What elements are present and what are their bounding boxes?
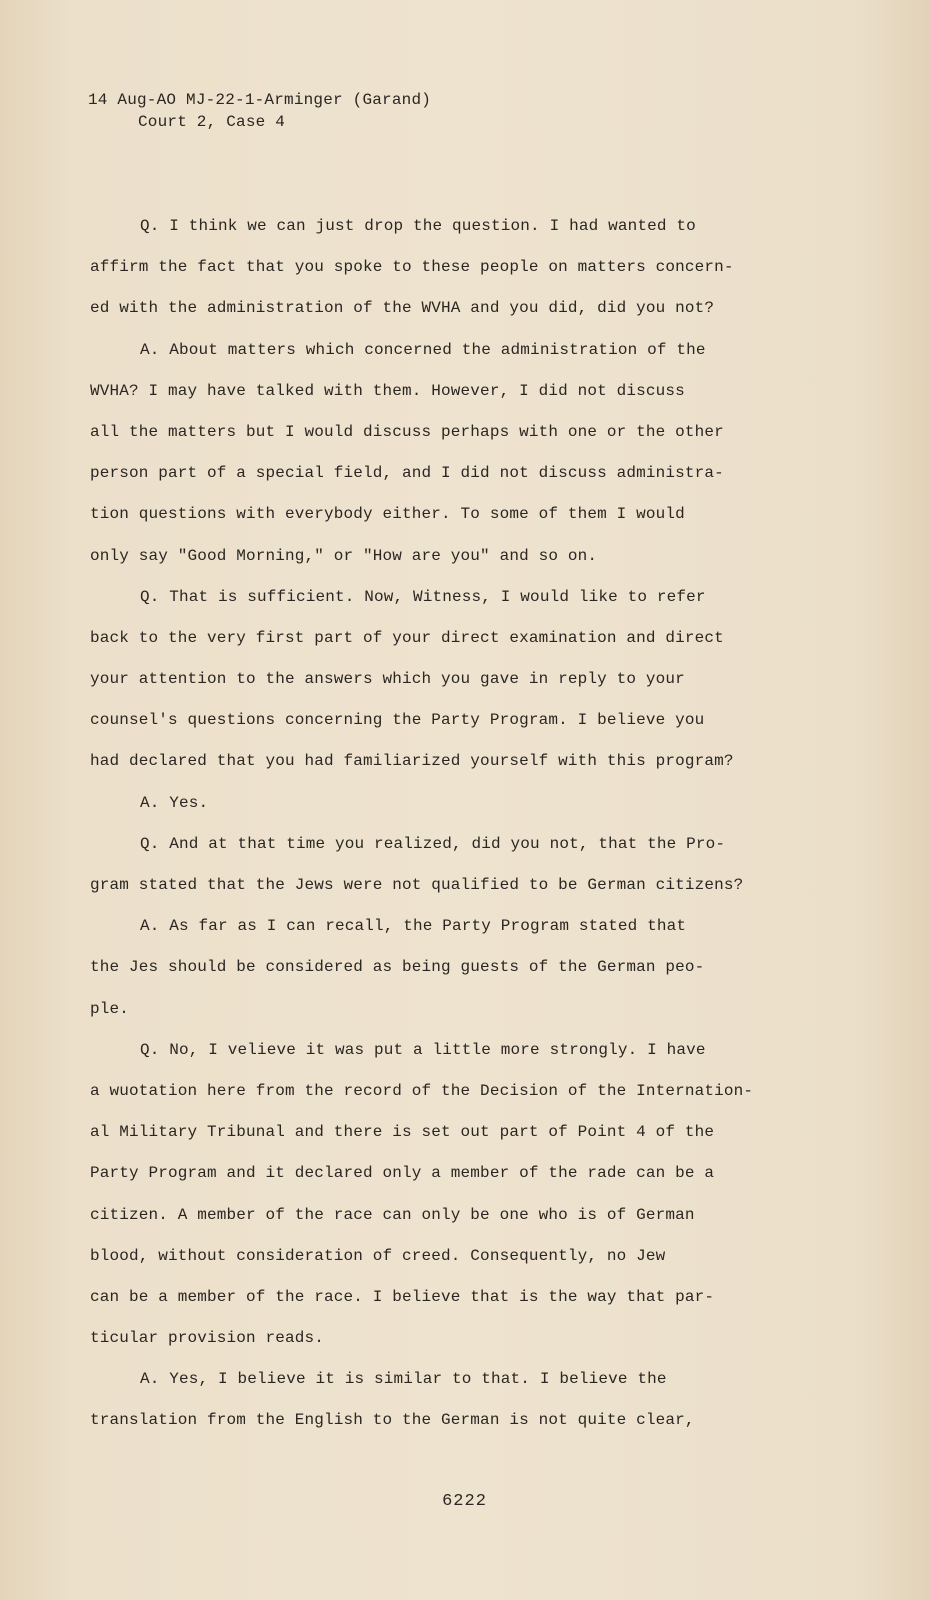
transcript-line: translation from the English to the German is not quite clear,	[90, 1411, 695, 1430]
transcript-line: Q. No, I velieve it was put a little more strongly. I have	[140, 1040, 706, 1059]
transcript-line: A. As far as I can recall, the Party Program stated that	[140, 917, 687, 936]
transcript-line: person part of a special field, and I did not discuss administra-	[90, 464, 724, 483]
header-court-case: Court 2, Case 4	[138, 113, 286, 131]
header-date-reference: 14 Aug-AO MJ-22-1-Arminger (Garand)	[88, 91, 432, 109]
transcript-line: ticular provision reads.	[90, 1329, 325, 1348]
transcript-line: Party Program and it declared only a member of the rade can be a	[90, 1164, 715, 1183]
transcript-line: A. Yes.	[140, 793, 209, 812]
transcript-line: all the matters but I would discuss perhaps with one or the other	[90, 422, 724, 441]
transcript-line: affirm the fact that you spoke to these people on matters concern-	[90, 258, 734, 277]
transcript-line: can be a member of the race. I believe that is the way that par-	[90, 1287, 715, 1306]
transcript-line: gram stated that the Jews were not qualified to be German citizens?	[90, 876, 744, 894]
transcript-line: only say "Good Morning," or "How are you" and so on.	[90, 546, 598, 565]
transcript-line: WVHA? I may have talked with them. However, I did not discuss	[90, 381, 685, 400]
transcript-line: had declared that you had familiarized yourself with this program?	[90, 752, 734, 771]
transcript-line: counsel's questions concerning the Party Program. I believe you	[90, 711, 705, 730]
transcript-line: your attention to the answers which you gave in reply to your	[90, 670, 685, 689]
transcript-line: ple.	[90, 999, 130, 1018]
page-number: 6222	[442, 1492, 487, 1511]
transcript-line: the Jes should be considered as being guests of the German peo-	[90, 958, 705, 977]
transcript-line: citizen. A member of the race can only be one who is of German	[90, 1205, 695, 1224]
transcript-line: A. Yes, I believe it is similar to that. I believe the	[140, 1370, 667, 1389]
transcript-line: al Military Tribunal and there is set out part of Point 4 of the	[90, 1123, 715, 1142]
transcript-line: Q. I think we can just drop the question. I had wanted to	[140, 217, 696, 235]
transcript-line: ed with the administration of the WVHA and you did, did you not?	[90, 299, 715, 318]
transcript-line: blood, without consideration of creed. Consequently, no Jew	[90, 1246, 666, 1265]
transcript-line: A. About matters which concerned the administration of the	[140, 340, 706, 359]
transcript-line: a wuotation here from the record of the Decision of the Internation-	[90, 1081, 754, 1100]
transcript-line: tion questions with everybody either. To some of them I would	[90, 505, 685, 524]
transcript-line: Q. That is sufficient. Now, Witness, I would like to refer	[140, 587, 706, 606]
transcript-line: back to the very first part of your direct examination and direct	[90, 628, 724, 647]
transcript-body	[90, 206, 860, 1442]
document-header	[88, 89, 431, 133]
transcript-line: Q. And at that time you realized, did you not, that the Pro-	[140, 834, 726, 853]
